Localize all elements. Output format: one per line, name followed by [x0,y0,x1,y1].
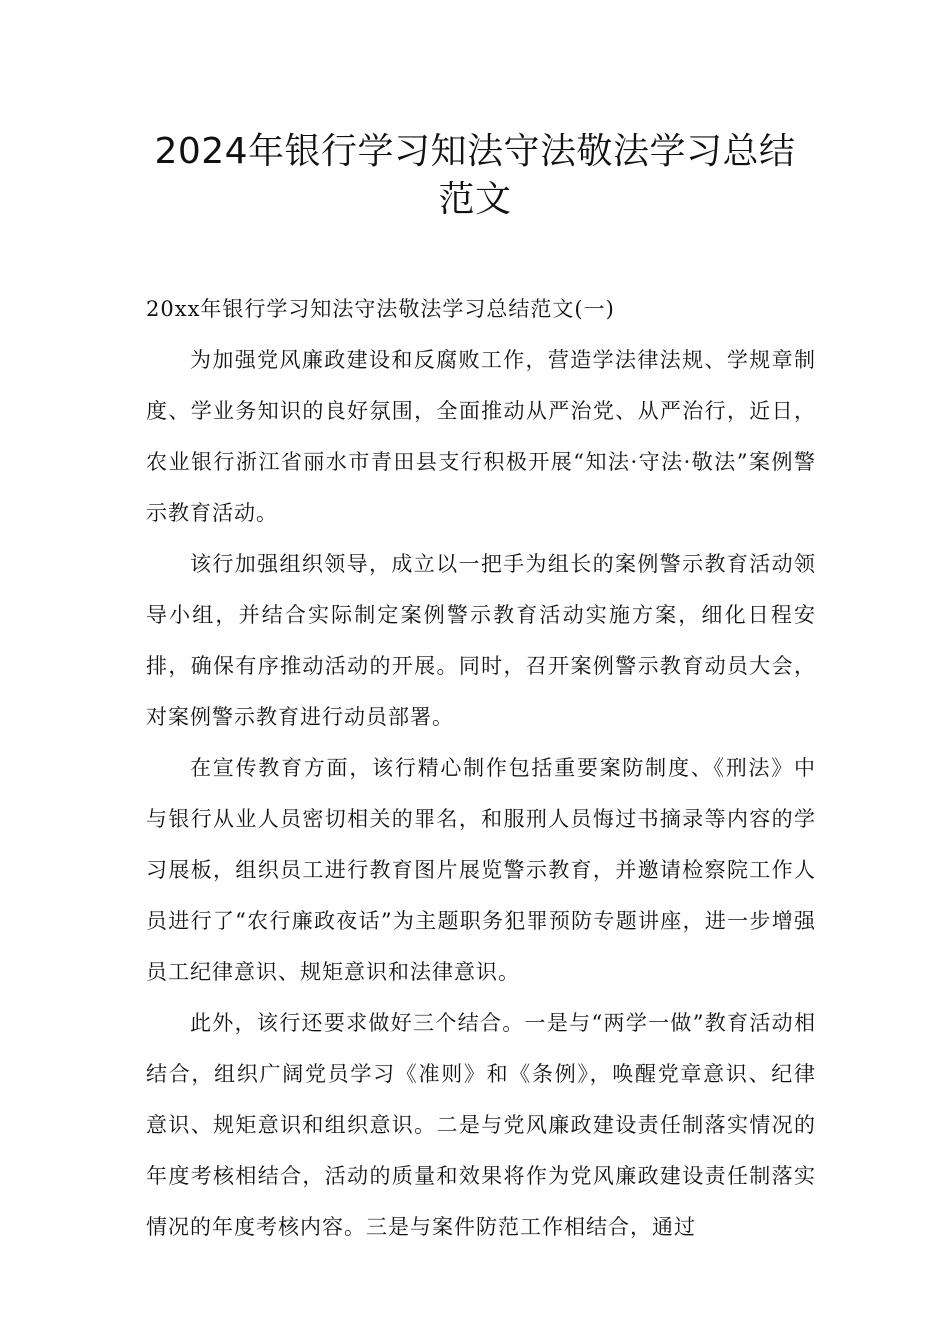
title-line-2: 范文 [438,179,512,220]
document-body [146,284,816,1253]
section-subtitle: 20xx年银行学习知法守法敬法学习总结范文(一) [146,297,615,321]
paragraph-4: 此外，该行还要求做好三个结合。一是与“两学一做”教育活动相结合，组织广阔党员学习《准则》和《条例》，唤醒党章意识、纪律意识、规矩意识和组织意识。二是与党风廉政建设责任制落实情况的年度考核相结合，活动的质量和效果将作为党风廉政建设责任制落实情况的年度考核内容。三是与案件防范工作相结合，通过 [146,1011,816,1239]
paragraph-2: 该行加强组织领导，成立以一把手为组长的案例警示教育活动领导小组，并结合实际制定案例警示教育活动实施方案，细化日程安排，确保有序推动活动的开展。同时，召开案例警示教育动员大会，对案例警示教育进行动员部署。 [146,552,816,729]
paragraph-3: 在宣传教育方面，该行精心制作包括重要案防制度、《刑法》中与银行从业人员密切相关的罪名，和服刑人员悔过书摘录等内容的学习展板，组织员工进行教育图片展览警示教育，并邀请检察院工作人员进行了“农行廉政夜话”为主题职务犯罪预防专题讲座，进一步增强员工纪律意识、规矩意识和法律意识。 [146,756,816,984]
title-line-1: 2024年银行学习知法守法敬法学习总结 [154,131,796,172]
paragraph-1: 为加强党风廉政建设和反腐败工作，营造学法律法规、学规章制度、学业务知识的良好氛围，全面推动从严治党、从严治行，近日，农业银行浙江省丽水市青田县支行积极开展“知法·守法·敬法”案例警示教育活动。 [146,348,816,525]
document-title [120,128,830,224]
